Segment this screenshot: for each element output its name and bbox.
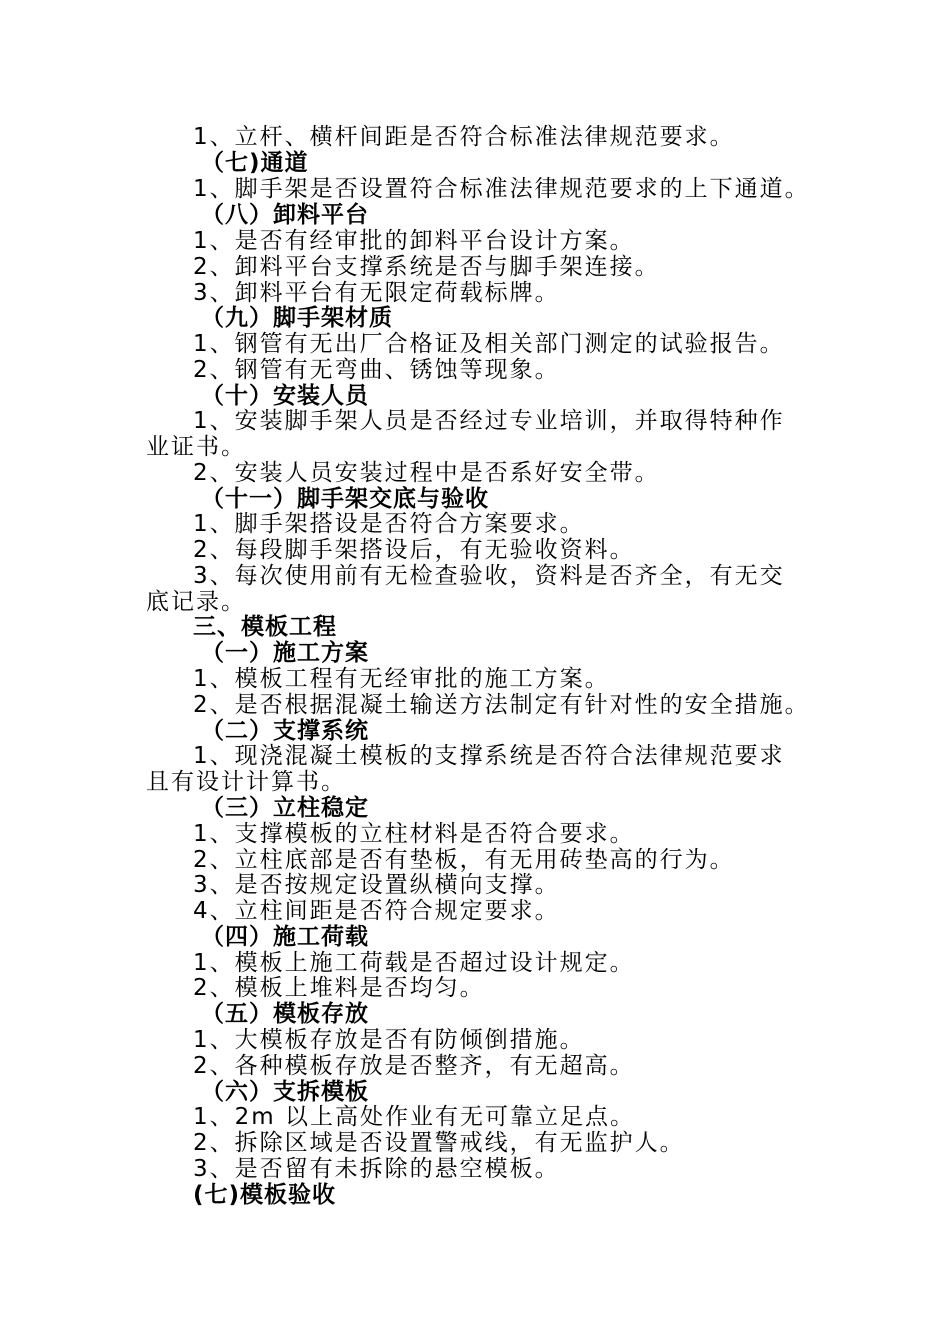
- body-line: 3、是否留有未拆除的悬空模板。: [193, 1156, 560, 1182]
- body-line: 4、立柱间距是否符合规定要求。: [193, 898, 560, 924]
- body-line: 1、模板上施工荷载是否超过设计规定。: [193, 950, 635, 976]
- body-line: 2、安装人员安装过程中是否系好安全带。: [193, 460, 660, 486]
- body-line: 1、脚手架是否设置符合标准法律规范要求的上下通道。: [193, 176, 810, 202]
- body-line: 2、模板上堆料是否均匀。: [193, 975, 485, 1001]
- body-line: 2、拆除区域是否设置警戒线，有无监护人。: [193, 1130, 685, 1156]
- body-line: 1、现浇混凝土模板的支撑系统是否符合法律规范要求: [193, 743, 785, 769]
- body-line: 且有设计计算书。: [146, 769, 346, 795]
- section-heading: （九）脚手架材质: [201, 305, 393, 331]
- section-heading: （一）施工方案: [201, 640, 369, 666]
- section-heading: （十）安装人员: [201, 383, 369, 409]
- body-line: 1、安装脚手架人员是否经过专业培训，并取得特种作: [193, 408, 785, 434]
- body-line: 2、各种模板存放是否整齐，有无超高。: [193, 1053, 635, 1079]
- section-heading: （十一）脚手架交底与验收: [201, 486, 489, 512]
- section-heading: (七)模板验收: [193, 1182, 337, 1208]
- body-line: 1、立杆、横杆间距是否符合标准法律规范要求。: [193, 124, 735, 150]
- body-line: 2、每段脚手架搭设后，有无验收资料。: [193, 537, 635, 563]
- section-heading: （六）支拆模板: [201, 1079, 369, 1105]
- body-line: 3、每次使用前有无检查验收，资料是否齐全，有无交: [193, 563, 785, 589]
- body-line: 1、2m 以上高处作业有无可靠立足点。: [193, 1104, 635, 1130]
- body-line: 底记录。: [146, 589, 246, 615]
- body-line: 3、卸料平台有无限定荷载标牌。: [193, 280, 560, 306]
- body-line: 1、钢管有无出厂合格证及相关部门测定的试验报告。: [193, 331, 785, 357]
- section-heading: （八）卸料平台: [201, 202, 369, 228]
- section-heading: （七)通道: [201, 150, 309, 176]
- body-line: 2、卸料平台支撑系统是否与脚手架连接。: [193, 254, 660, 280]
- body-line: 2、钢管有无弯曲、锈蚀等现象。: [193, 357, 560, 383]
- section-heading: 三、模板工程: [193, 614, 337, 640]
- body-line: 业证书。: [146, 434, 246, 460]
- section-heading: （三）立柱稳定: [201, 795, 369, 821]
- body-line: 1、大模板存放是否有防倾倒措施。: [193, 1027, 585, 1053]
- body-line: 1、是否有经审批的卸料平台设计方案。: [193, 228, 635, 254]
- body-line: 2、立柱底部是否有垫板，有无用砖垫高的行为。: [193, 847, 735, 873]
- section-heading: （二）支撑系统: [201, 718, 369, 744]
- section-heading: （五）模板存放: [201, 1001, 369, 1027]
- section-heading: （四）施工荷载: [201, 924, 369, 950]
- body-line: 1、脚手架搭设是否符合方案要求。: [193, 511, 585, 537]
- body-line: 1、模板工程有无经审批的施工方案。: [193, 666, 610, 692]
- body-line: 3、是否按规定设置纵横向支撑。: [193, 872, 560, 898]
- body-line: 2、是否根据混凝土输送方法制定有针对性的安全措施。: [193, 692, 810, 718]
- body-line: 1、支撑模板的立柱材料是否符合要求。: [193, 821, 635, 847]
